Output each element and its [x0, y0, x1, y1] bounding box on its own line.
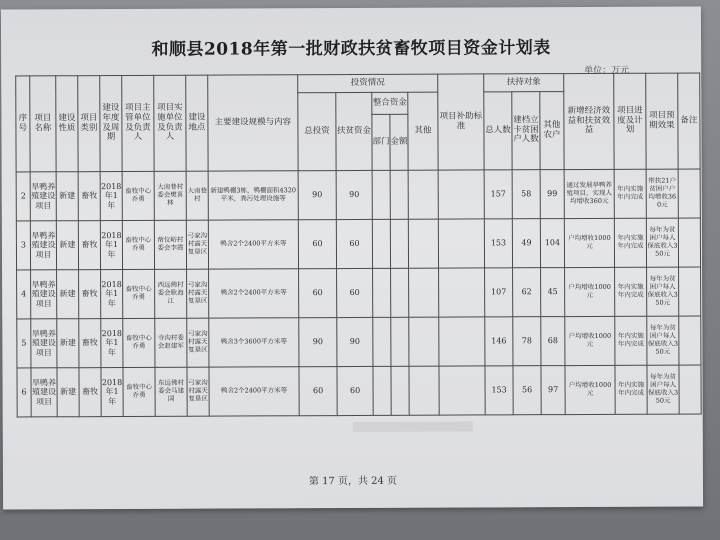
- cell-seq: 2: [16, 172, 30, 221]
- cell-remark: [678, 169, 700, 218]
- cell-type: 畜牧: [79, 368, 101, 417]
- cell-impl: 寺沟村委会赵建军: [155, 318, 187, 367]
- cell-subsidy: [438, 170, 484, 219]
- cell-year: 2018年1年: [100, 221, 122, 270]
- cell-total: 60: [298, 220, 336, 269]
- cell-total: 60: [299, 367, 337, 416]
- cell-subsidy: [439, 366, 485, 415]
- cell-seq: 5: [17, 319, 31, 368]
- document-page: [1, 6, 703, 509]
- header-integrated-group: 整合资金: [372, 92, 408, 114]
- cell-impl: 东远佛村委会马建国: [155, 367, 187, 416]
- cell-nature: 新建: [56, 172, 78, 221]
- cell-benefit: 户均增收1000元: [565, 316, 615, 365]
- cell-progress: 年内实施年内完成: [615, 365, 647, 414]
- cell-filed: 58: [512, 170, 540, 219]
- page-footer: 第 17 页，共 24 页: [308, 475, 398, 488]
- cell-fund: 60: [337, 268, 373, 317]
- cell-name: 旱鸭养殖建设项目: [30, 172, 56, 221]
- header-dept: 部门: [372, 114, 390, 170]
- cell-site: 大南巷村: [186, 171, 208, 220]
- cell-scale: 鸭舍2个2400平方米等: [209, 269, 299, 318]
- cell-progress: 年内实施年内完成: [614, 169, 646, 218]
- cell-people: 107: [485, 268, 513, 317]
- cell-mgmt: 畜牧中心乔勇: [123, 269, 155, 318]
- header-poverty-fund: 扶贫资金: [336, 92, 372, 170]
- header-year: 建设年度及周期: [100, 76, 122, 172]
- header-filed-people: 建档立卡贫困户人数: [512, 92, 540, 170]
- cell-others: 45: [541, 268, 565, 317]
- cell-amount: [391, 366, 409, 415]
- cell-filed: 49: [512, 219, 540, 268]
- header-nature: 建设性质: [56, 76, 78, 172]
- cell-scale: 新建鸭棚3栋，鸭棚面积4320平米，粪污处理设施等: [208, 171, 298, 220]
- cell-scale: 鸭舍2个2400平方米等: [209, 367, 299, 416]
- cell-type: 畜牧: [79, 270, 101, 319]
- cell-scale: 鸭舍3个3600平方米等: [209, 318, 299, 367]
- cell-seq: 4: [17, 270, 31, 319]
- cell-fund: 90: [336, 170, 372, 219]
- cell-dept: [372, 170, 390, 219]
- cell-year: 2018年1年: [101, 270, 123, 319]
- cell-year: 2018年1年: [100, 172, 122, 221]
- header-other: 其他: [408, 92, 438, 170]
- cell-effect: 每年为贫困户每人保底收入350元: [647, 365, 679, 414]
- cell-amount: [391, 317, 409, 366]
- cell-remark: [678, 218, 700, 267]
- header-other-households: 其他农户: [540, 92, 564, 170]
- cell-seq: 6: [17, 368, 31, 417]
- cell-people: 153: [484, 219, 512, 268]
- cell-amount: [390, 219, 408, 268]
- header-invest-group: 投资情况: [298, 74, 438, 93]
- cell-other: [409, 268, 439, 317]
- cell-effect: 每年为贫困户每人保底收入350元: [647, 316, 679, 365]
- cell-name: 旱鸭养殖建设项目: [31, 368, 57, 417]
- cell-name: 旱鸭养殖建设项目: [31, 270, 57, 319]
- cell-amount: [391, 268, 409, 317]
- cell-others: 97: [541, 366, 565, 415]
- cell-year: 2018年1年: [101, 319, 123, 368]
- cell-name: 旱鸭养殖建设项目: [30, 221, 56, 270]
- cell-seq: 3: [16, 221, 30, 270]
- cell-dept: [373, 268, 391, 317]
- header-progress: 项目进度及计划: [614, 73, 646, 169]
- cell-site: 弓家沟村露天复垦区: [187, 367, 209, 416]
- header-scale: 主要建设规模与内容: [208, 75, 298, 171]
- cell-total: 60: [299, 269, 337, 318]
- cell-subsidy: [438, 219, 484, 268]
- cell-benefit: 通过发展旱鸭养殖项目，实现人均增收360元: [564, 169, 614, 218]
- header-subsidy: 项目补助标准: [438, 74, 484, 170]
- cell-people: 146: [485, 317, 513, 366]
- header-remark: 备注: [678, 73, 700, 169]
- table-row: [17, 316, 701, 368]
- cell-mgmt: 畜牧中心乔勇: [122, 220, 154, 269]
- header-impl: 项目实施单位及负责人: [154, 75, 186, 171]
- cell-impl: 大南巷村委会樊喜林: [154, 171, 186, 220]
- cell-nature: 新建: [56, 221, 78, 270]
- cell-filed: 62: [513, 268, 541, 317]
- cell-impl: 西远佛村委会耿海江: [155, 269, 187, 318]
- cell-site: 弓家沟村露天复垦区: [187, 318, 209, 367]
- cell-benefit: 户均增收1000元: [565, 267, 615, 316]
- cell-progress: 年内实施年内完成: [615, 267, 647, 316]
- cell-dept: [373, 366, 391, 415]
- table-row: [17, 267, 701, 319]
- cell-nature: 新建: [57, 368, 79, 417]
- cell-people: 157: [484, 170, 512, 219]
- cell-others: 99: [540, 170, 564, 219]
- cell-site: 弓家沟村露天复垦区: [186, 220, 208, 269]
- cell-people: 153: [485, 366, 513, 415]
- header-seq: 序号: [16, 76, 30, 172]
- cell-other: [408, 170, 438, 219]
- cell-dept: [372, 219, 390, 268]
- header-benefit: 新增经济效益和扶贫效益: [564, 73, 614, 169]
- cell-progress: 年内实施年内完成: [614, 218, 646, 267]
- cell-amount: [390, 170, 408, 219]
- cell-remark: [679, 267, 701, 316]
- header-support-group: 扶持对象: [484, 74, 564, 92]
- bleed-through-shadow: [353, 421, 473, 432]
- cell-benefit: 户均增收1000元: [564, 218, 614, 267]
- cell-progress: 年内实施年内完成: [615, 316, 647, 365]
- table-body: [16, 169, 701, 417]
- cell-nature: 新建: [57, 319, 79, 368]
- table-row: [17, 365, 701, 417]
- cell-nature: 新建: [57, 270, 79, 319]
- header-amount: 金额: [390, 114, 408, 170]
- cell-name: 旱鸭养殖建设项目: [31, 319, 57, 368]
- header-type: 项目类别: [78, 76, 100, 172]
- cell-mgmt: 畜牧中心乔勇: [123, 318, 155, 367]
- cell-subsidy: [439, 268, 485, 317]
- document-title: 和顺县2018年第一批财政扶贫畜牧项目资金计划表: [151, 38, 551, 60]
- cell-other: [409, 366, 439, 415]
- unit-label: 单位：万元: [584, 65, 630, 76]
- header-mgmt: 项目主管单位及负责人: [122, 75, 154, 171]
- cell-type: 畜牧: [79, 319, 101, 368]
- cell-total: 90: [298, 171, 336, 220]
- cell-benefit: 户均增收1000元: [565, 365, 615, 414]
- cell-subsidy: [439, 317, 485, 366]
- fund-plan-table: [15, 72, 702, 417]
- cell-filed: 78: [513, 317, 541, 366]
- cell-type: 畜牧: [78, 221, 100, 270]
- cell-effect: 带扶21户贫困户户均增收360元: [646, 169, 678, 218]
- cell-mgmt: 畜牧中心乔勇: [123, 367, 155, 416]
- cell-other: [408, 219, 438, 268]
- header-total-people: 总人数: [484, 92, 512, 170]
- cell-site: 弓家沟村露天复垦区: [187, 269, 209, 318]
- table-row: [16, 218, 700, 270]
- cell-dept: [373, 317, 391, 366]
- cell-others: 68: [541, 317, 565, 366]
- cell-fund: 60: [336, 219, 372, 268]
- cell-impl: 蓿仪峪村委会李霞: [154, 220, 186, 269]
- cell-other: [409, 317, 439, 366]
- header-effect: 项目预期效果: [646, 73, 678, 169]
- cell-remark: [679, 316, 701, 365]
- cell-mgmt: 畜牧中心乔勇: [122, 171, 154, 220]
- header-site: 建设地点: [186, 75, 208, 171]
- cell-total: 90: [299, 318, 337, 367]
- cell-remark: [679, 365, 701, 414]
- table-row: [16, 169, 700, 221]
- cell-year: 2018年1年: [101, 368, 123, 417]
- cell-type: 畜牧: [78, 172, 100, 221]
- cell-others: 104: [540, 219, 564, 268]
- cell-filed: 56: [513, 366, 541, 415]
- cell-effect: 每年为贫困户每人保底收入350元: [646, 218, 678, 267]
- cell-fund: 90: [337, 317, 373, 366]
- header-name: 项目名称: [30, 76, 56, 172]
- cell-scale: 鸭舍2个2400平方米等: [208, 220, 298, 269]
- header-total: 总投资: [298, 93, 336, 171]
- cell-fund: 60: [337, 366, 373, 415]
- cell-effect: 每年为贫困户每人保底收入350元: [647, 267, 679, 316]
